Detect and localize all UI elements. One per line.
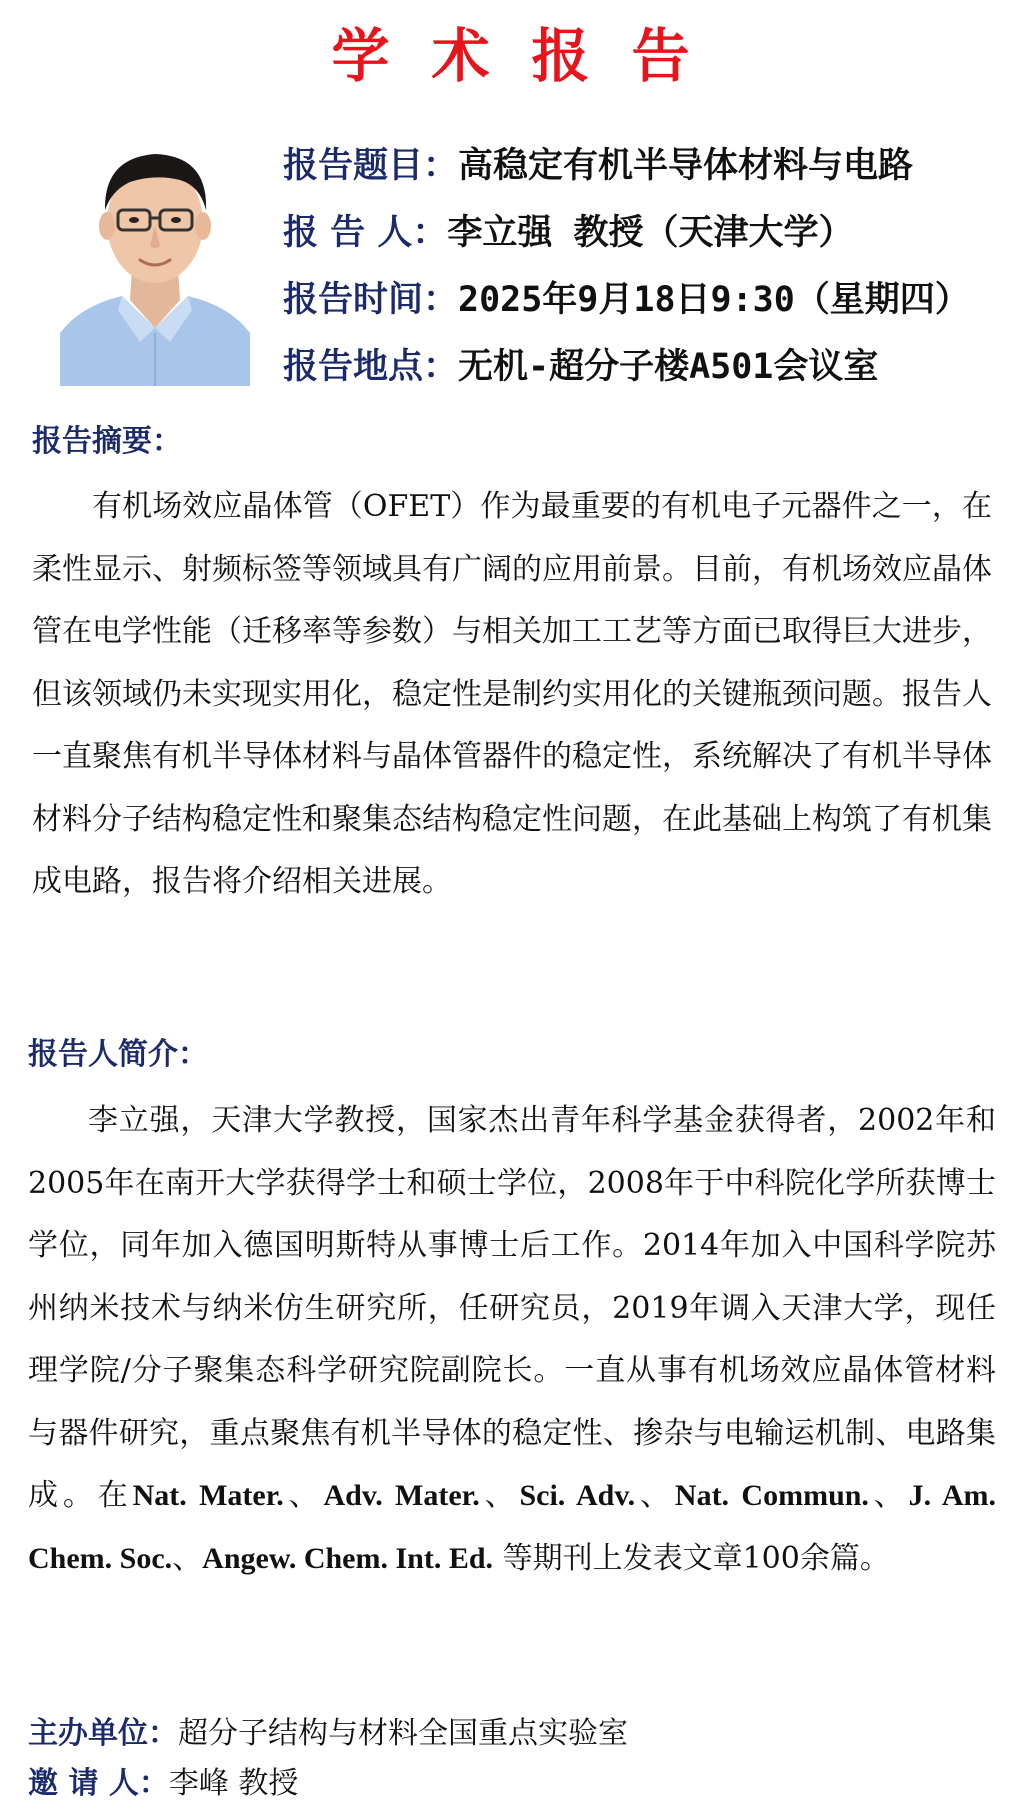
journal-sep: 、 (868, 1478, 909, 1513)
bio-main-text: 李立强，天津大学教授，国家杰出青年科学基金获得者，2002年和2005年在南开大学获得学士和硕士学位，2008年于中科院化学所获博士学位，同年加入德国明斯特从事博士后工作。2014年加入中国科学院苏州纳米技术与纳米仿生研究所，任研究员，2019年调入天津大学，现任理学院/分子聚集态科学研究院副院长。一直从事有机场效应晶体管材料与器件研究，重点聚焦有机半导体的稳定性、掺杂与电输运机制、电路集成。在 (28, 1103, 996, 1513)
speaker-value: 李立强 教授（天津大学） (447, 213, 854, 253)
journal-3: Sci. Adv. (519, 1479, 636, 1512)
topic-row (283, 136, 1003, 203)
journal-sep: 、 (283, 1478, 324, 1513)
topic-value: 高稳定有机半导体材料与电路 (458, 146, 914, 186)
organizer-label: 主办单位： (28, 1716, 178, 1751)
journal-6: Angew. Chem. Int. Ed. (202, 1541, 494, 1575)
page-title: 学术报告 (331, 22, 732, 90)
speaker-row (283, 203, 1003, 270)
inviter-label: 邀 请 人： (28, 1766, 169, 1801)
abstract-text: 有机场效应晶体管（OFET）作为最重要的有机电子元器件之一，在柔性显示、射频标签等领域具有广阔的应用前景。目前，有机场效应晶体管在电学性能（迁移率等参数）与相关加工工艺等方面已取得巨大进步，但该领域仍未实现实用化，稳定性是制约实用化的关键瓶颈问题。报告人一直聚焦有机半导体材料与晶体管器件的稳定性，系统解决了有机半导体材料分子结构稳定性和聚集态结构稳定性问题，在此基础上构筑了有机集成电路，报告将介绍相关进展。 (32, 489, 992, 899)
journal-sep: 、 (479, 1478, 520, 1513)
place-row (283, 337, 1003, 404)
time-value: 2025年9月18日9:30（星期四） (458, 280, 970, 320)
time-label: 报告时间： (283, 280, 459, 320)
journal-2: Adv. Mater. (323, 1479, 480, 1512)
speaker-photo (60, 128, 250, 386)
organizer-value: 超分子结构与材料全国重点实验室 (178, 1716, 628, 1751)
bio-text (28, 1090, 996, 1590)
journal-5: J. Am. Chem. Soc. (28, 1479, 997, 1575)
journal-sep: 、 (172, 1540, 203, 1576)
abstract-heading: 报告摘要： (32, 424, 182, 459)
journal-4: Nat. Commun. (674, 1479, 869, 1512)
inviter-row (28, 1762, 298, 1806)
journal-sep: 、 (635, 1478, 675, 1513)
organizer-row (28, 1712, 628, 1756)
bio-heading: 报告人简介： (28, 1037, 208, 1072)
report-info (283, 136, 1003, 404)
place-label: 报告地点： (283, 347, 459, 387)
journal-1: Nat. Mater. (132, 1479, 284, 1512)
place-value: 无机-超分子楼A501会议室 (458, 347, 879, 387)
topic-label: 报告题目： (283, 146, 459, 186)
time-row (283, 270, 1003, 337)
speaker-label: 报 告 人： (283, 213, 448, 253)
bio-tail-text: 等期刊上发表文章100余篇。 (493, 1540, 890, 1576)
inviter-value: 李峰 教授 (168, 1766, 299, 1801)
